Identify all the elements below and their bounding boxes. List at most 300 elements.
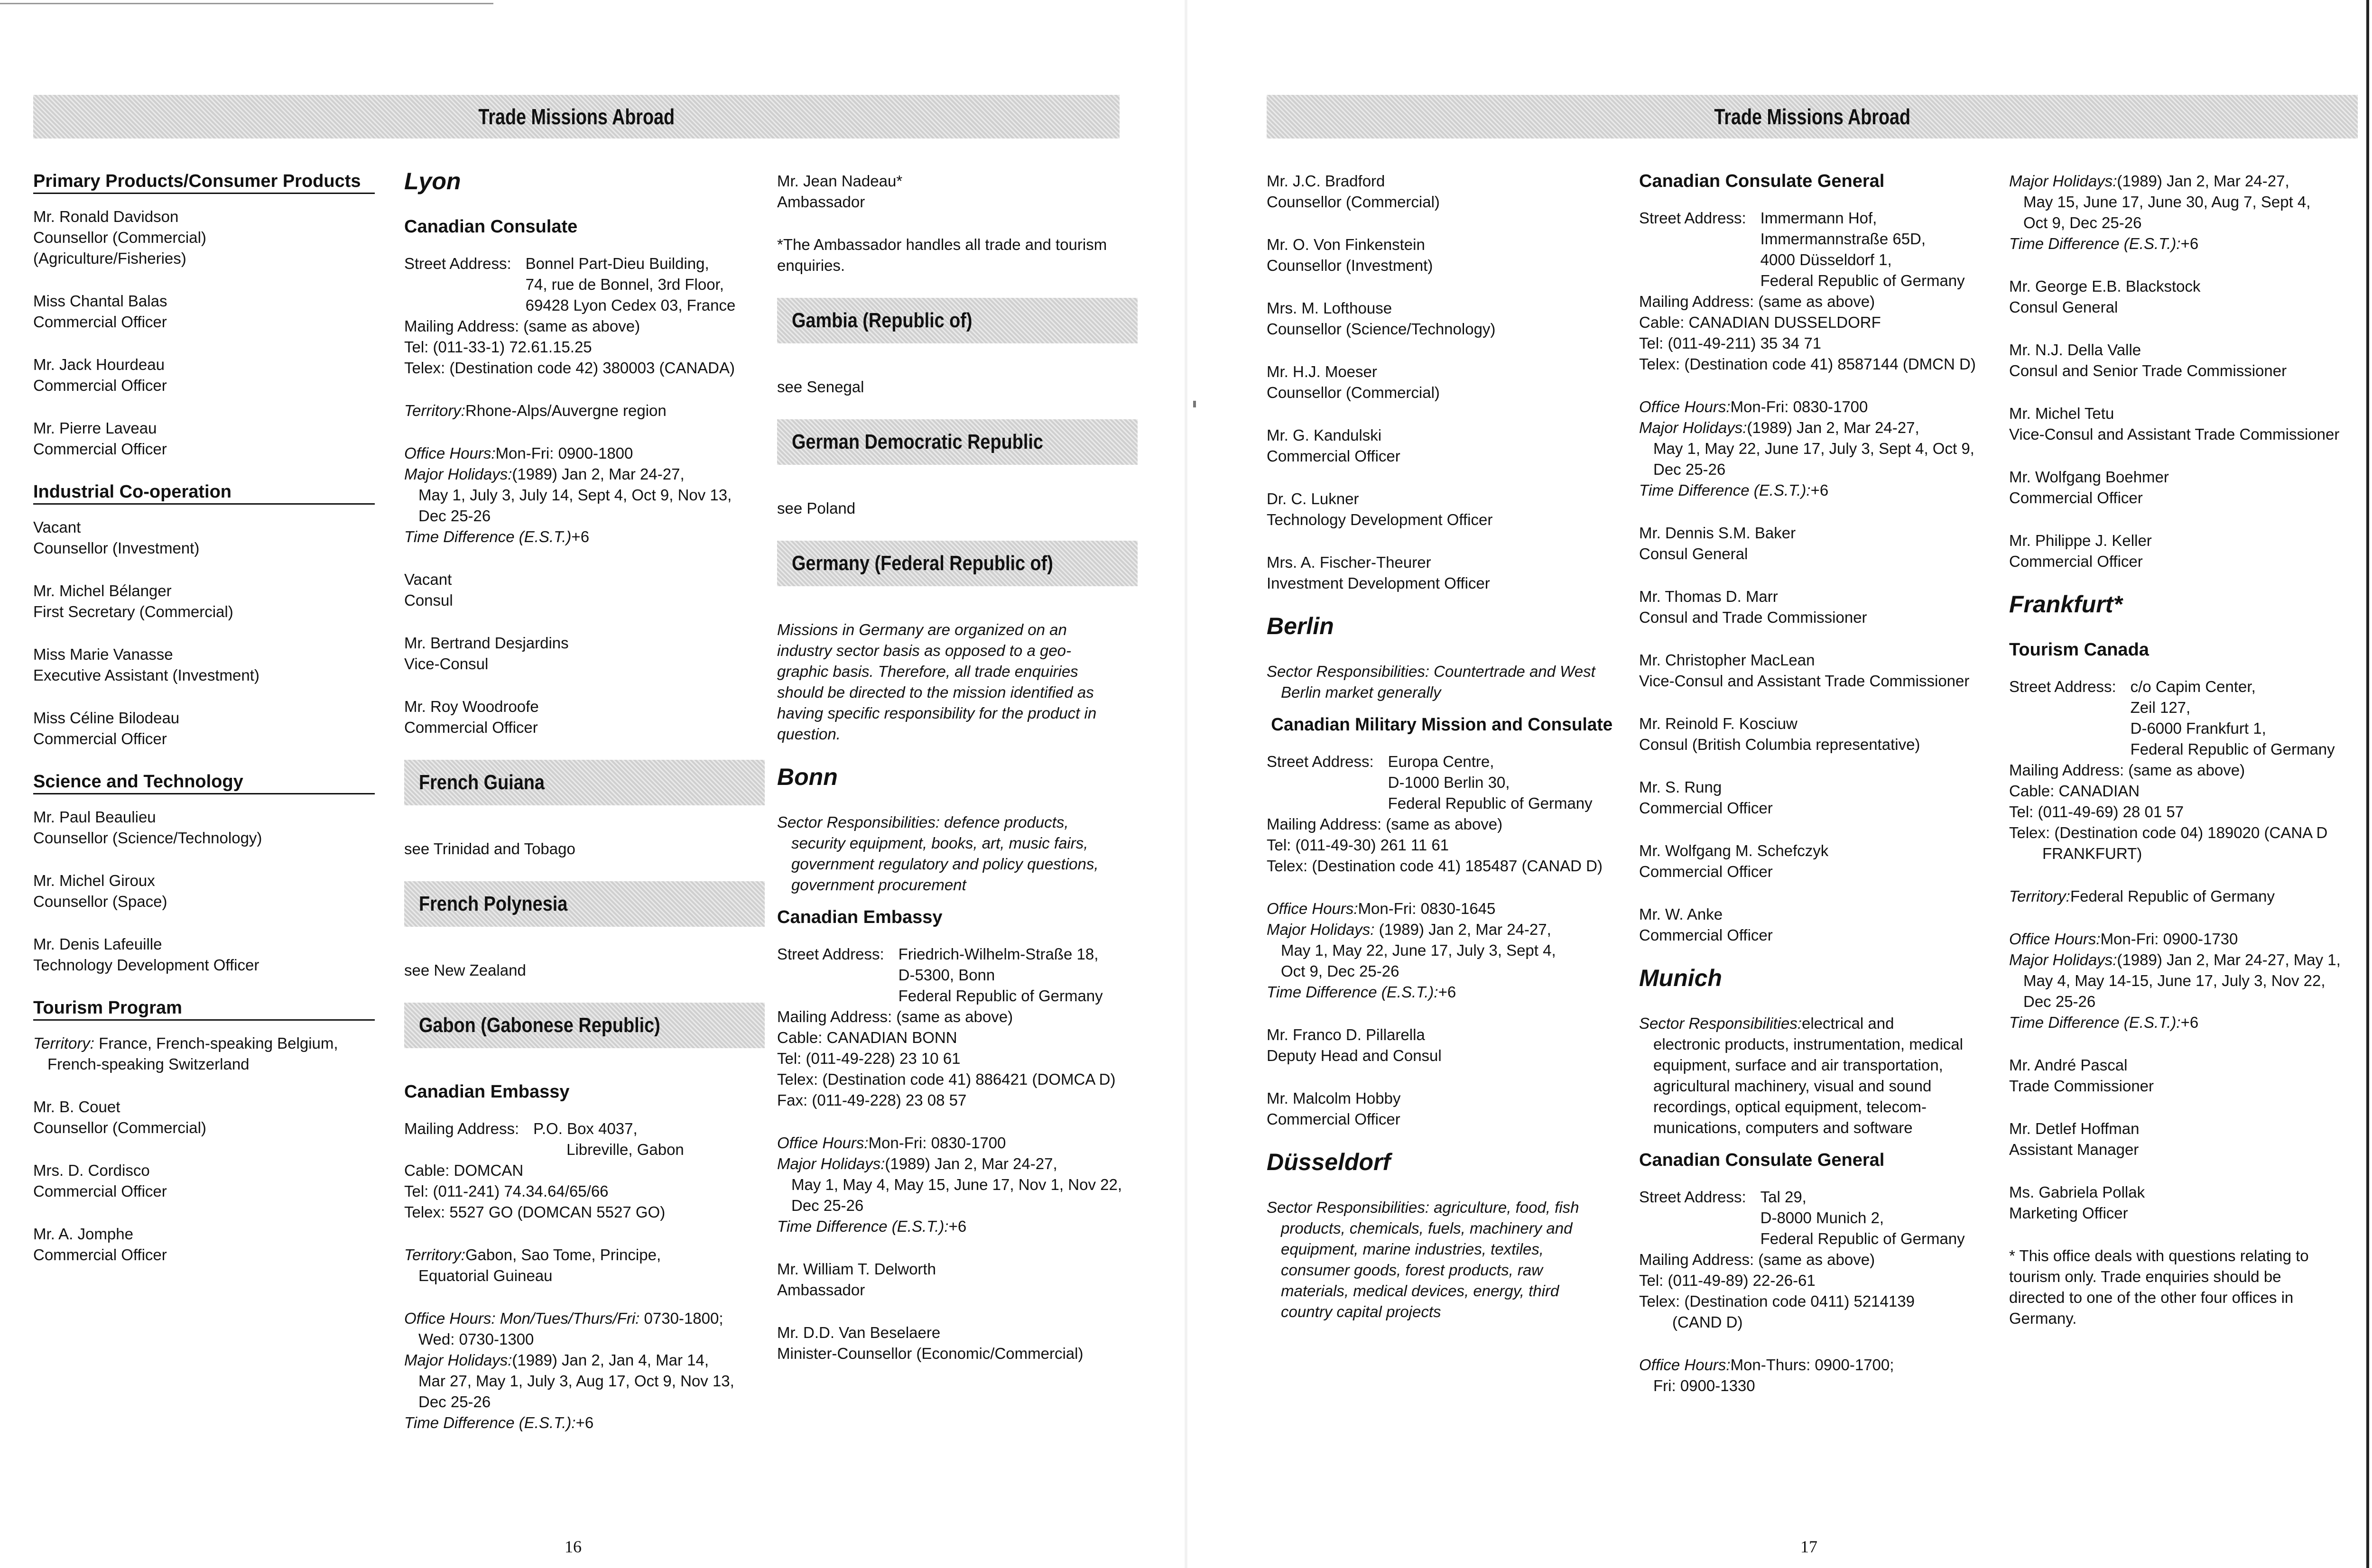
banner-title: Trade Missions Abroad bbox=[1714, 104, 1910, 129]
address-values bbox=[884, 944, 1103, 1006]
contact-entry bbox=[777, 234, 1138, 276]
text-line: Consul and Senior Trade Commissioner bbox=[2009, 362, 2287, 379]
section-heading: Primary Products/Consumer Products bbox=[33, 171, 375, 194]
contact-entry bbox=[777, 1322, 1138, 1364]
text-line: Office Hours:Mon-Fri: 0900-1800 bbox=[404, 444, 633, 462]
text-line: First Secretary (Commercial) bbox=[33, 603, 233, 620]
text-line: Mr. Wolfgang Boehmer bbox=[2009, 468, 2169, 486]
spacer bbox=[777, 397, 1138, 419]
banner-title: Trade Missions Abroad bbox=[478, 104, 675, 129]
contact-entry bbox=[2009, 1182, 2360, 1224]
text-line: Mr. J.C. Bradford bbox=[1267, 172, 1385, 190]
spacer bbox=[404, 981, 765, 1003]
address-line: Tal 29, bbox=[1760, 1188, 1807, 1206]
text-line: equipment, surface and air transportation, bbox=[1653, 1056, 1943, 1074]
contact-entry bbox=[2009, 276, 2360, 318]
city-heading: Berlin bbox=[1267, 613, 1334, 639]
text-line: Major Holidays:(1989) Jan 2, Mar 24-27, May 1, bbox=[2009, 951, 2341, 968]
text-line: Mr. Franco D. Pillarella bbox=[1267, 1026, 1425, 1043]
spacer bbox=[777, 1111, 1138, 1133]
spacer bbox=[1639, 501, 2000, 523]
text-line: Time Difference (E.S.T.):+6 bbox=[2009, 1014, 2199, 1031]
address-line: 74, rue de Bonnel, 3rd Floor, bbox=[525, 276, 724, 293]
text-line: industry sector basis as opposed to a geo- bbox=[777, 642, 1072, 659]
contact-entry bbox=[1267, 361, 1608, 403]
spacer bbox=[2009, 1033, 2360, 1055]
contact-entry bbox=[777, 1259, 1138, 1301]
text-block bbox=[1639, 1249, 2000, 1333]
address-values bbox=[511, 253, 736, 316]
text-line: equipment, marine industries, textiles, bbox=[1281, 1240, 1544, 1258]
text-line: Mr. Jean Nadeau* bbox=[777, 172, 903, 190]
text-line: Mr. H.J. Moeser bbox=[1267, 363, 1377, 380]
text-block bbox=[404, 839, 765, 859]
address-line: Friedrich-Wilhelm-Straße 18, bbox=[898, 945, 1099, 963]
text-line: question. bbox=[777, 725, 841, 743]
text-line: Berlin market generally bbox=[1281, 683, 1441, 701]
text-line: Time Difference (E.S.T.):+6 bbox=[777, 1218, 967, 1235]
text-line: Mr. Michel Giroux bbox=[33, 872, 155, 889]
text-block bbox=[404, 1245, 765, 1286]
address-label: Mailing Address: bbox=[404, 1120, 519, 1137]
text-block bbox=[777, 498, 1138, 519]
text-line: directed to one of the other four offices in bbox=[2009, 1289, 2294, 1306]
text-block bbox=[777, 1133, 1138, 1237]
text-line: Vacant bbox=[404, 571, 452, 588]
text-line: (Agriculture/Fisheries) bbox=[33, 249, 186, 267]
text-line: Telex: (Destination code 0411) 5214139 bbox=[1639, 1292, 1915, 1310]
text-line: Mr. O. Von Finkenstein bbox=[1267, 236, 1425, 253]
spacer bbox=[1267, 1003, 1608, 1024]
contact-entry bbox=[33, 206, 375, 269]
contact-entry bbox=[1267, 298, 1608, 340]
text-line: Counsellor (Investment) bbox=[1267, 257, 1433, 274]
text-line: Commercial Officer bbox=[33, 440, 167, 458]
page-banner bbox=[1267, 95, 2358, 138]
text-line: having specific responsibility for the product in bbox=[777, 704, 1097, 722]
contact-entry bbox=[2009, 340, 2360, 381]
text-line: Commercial Officer bbox=[1267, 447, 1400, 465]
text-line: Commercial Officer bbox=[33, 730, 167, 747]
text-line: Mr. Jack Hourdeau bbox=[33, 356, 165, 373]
text-line: Vice-Consul bbox=[404, 655, 489, 673]
text-block bbox=[1267, 814, 1608, 876]
text-line: Telex: (Destination code 42) 380003 (CANADA) bbox=[404, 359, 735, 377]
contact-entry bbox=[33, 354, 375, 396]
contact-entry bbox=[33, 934, 375, 976]
text-line: Trade Commissioner bbox=[2009, 1077, 2154, 1095]
text-line: government procurement bbox=[791, 876, 966, 894]
text-block bbox=[1267, 1197, 1608, 1322]
text-line: Telex: (Destination code 41) 8587144 (DMCN D) bbox=[1639, 355, 1976, 373]
text-line: Telex: (Destination code 41) 185487 (CANAD D) bbox=[1267, 857, 1603, 875]
text-line: Fax: (011-49-228) 23 08 57 bbox=[777, 1091, 967, 1109]
text-line: Cable: CANADIAN bbox=[2009, 782, 2140, 800]
address-label: Street Address: bbox=[777, 945, 884, 963]
office-heading: Canadian Consulate General bbox=[1639, 1150, 1885, 1170]
text-line: Consul General bbox=[1639, 545, 1748, 563]
left-column-2 bbox=[404, 168, 765, 1433]
text-line: Mailing Address: (same as above) bbox=[404, 317, 640, 335]
contact-entry bbox=[33, 644, 375, 686]
text-line: materials, medical devices, energy, third bbox=[1281, 1282, 1559, 1300]
text-line: Commercial Officer bbox=[1267, 1110, 1400, 1128]
text-line: graphic basis. Therefore, all trade enquiries bbox=[777, 663, 1078, 680]
city-heading: Bonn bbox=[777, 764, 838, 790]
text-line: Major Holidays:(1989) Jan 2, Mar 24-27, bbox=[404, 465, 685, 483]
text-line: Dec 25-26 bbox=[2023, 993, 2096, 1010]
text-line: Investment Development Officer bbox=[1267, 574, 1490, 592]
text-line: (CAND D) bbox=[1672, 1313, 1743, 1331]
text-block bbox=[2009, 1245, 2360, 1329]
text-line: consumer goods, forest products, raw bbox=[1281, 1261, 1543, 1279]
text-line: Executive Assistant (Investment) bbox=[33, 666, 259, 684]
text-line: Dr. C. Lukner bbox=[1267, 490, 1359, 507]
spacer bbox=[2009, 864, 2360, 886]
text-line: Tel: (011-49-30) 261 11 61 bbox=[1267, 836, 1449, 854]
text-line: Ambassador bbox=[777, 193, 865, 211]
text-line: Sector Responsibilities:electrical and bbox=[1639, 1015, 1894, 1032]
text-line: Cable: DOMCAN bbox=[404, 1162, 524, 1179]
address-line: Zeil 127, bbox=[2130, 699, 2191, 716]
city-heading: Lyon bbox=[404, 168, 461, 194]
text-line: Mr. Paul Beaulieu bbox=[33, 808, 156, 826]
text-block bbox=[404, 1160, 765, 1223]
text-line: Ambassador bbox=[777, 1281, 865, 1299]
contact-entry bbox=[1267, 234, 1608, 276]
contact-entry bbox=[1267, 425, 1608, 467]
contact-entry bbox=[1267, 1088, 1608, 1130]
text-line: Miss Chantal Balas bbox=[33, 292, 167, 310]
right-column-2 bbox=[1639, 171, 2000, 1396]
text-block bbox=[404, 960, 765, 981]
contact-entry bbox=[2009, 467, 2360, 508]
address-line: D-1000 Berlin 30, bbox=[1388, 774, 1510, 791]
text-block bbox=[1639, 291, 2000, 375]
contact-entry bbox=[1267, 171, 1608, 212]
country-name: German Democratic Republic bbox=[791, 430, 1043, 453]
text-line: Mr. Malcolm Hobby bbox=[1267, 1089, 1401, 1107]
text-line: Mailing Address: (same as above) bbox=[1639, 293, 1875, 310]
text-line: Consul General bbox=[2009, 298, 2118, 316]
text-block bbox=[1639, 1013, 2000, 1138]
text-line: Commercial Officer bbox=[1639, 926, 1773, 944]
spacer bbox=[404, 547, 765, 569]
address-block bbox=[777, 944, 1138, 1006]
page-number: 17 bbox=[1800, 1537, 1817, 1556]
section-heading: Industrial Co-operation bbox=[33, 481, 375, 505]
text-line: security equipment, books, art, music fairs, bbox=[791, 834, 1088, 852]
address-line: Europa Centre, bbox=[1388, 753, 1494, 770]
contact-entry bbox=[33, 870, 375, 912]
text-block bbox=[777, 1006, 1138, 1111]
text-block bbox=[1267, 898, 1608, 1003]
text-line: Tel: (011-241) 74.34.64/65/66 bbox=[404, 1182, 609, 1200]
text-line: Mrs. M. Lofthouse bbox=[1267, 299, 1392, 317]
contact-entry bbox=[2009, 1118, 2360, 1160]
text-line: government regulatory and policy questions, bbox=[791, 855, 1099, 873]
contact-entry bbox=[33, 807, 375, 849]
text-line: Telex: (Destination code 41) 886421 (DOMCA D) bbox=[777, 1070, 1116, 1088]
contact-entry bbox=[33, 517, 375, 559]
address-label: Street Address: bbox=[2009, 678, 2116, 695]
text-line: Counsellor (Commercial) bbox=[1267, 193, 1440, 211]
text-line: Mailing Address: (same as above) bbox=[1267, 815, 1503, 833]
text-line: Office Hours:Mon-Fri: 0830-1700 bbox=[1639, 398, 1868, 415]
top-rule bbox=[0, 3, 493, 4]
text-line: electronic products, instrumentation, medical bbox=[1653, 1035, 1963, 1053]
address-label: Street Address: bbox=[1639, 209, 1746, 227]
contact-entry bbox=[1267, 1024, 1608, 1066]
country-banner bbox=[777, 541, 1138, 586]
text-line: Mr. André Pascal bbox=[2009, 1056, 2128, 1074]
text-line: agricultural machinery, visual and sound bbox=[1653, 1077, 1932, 1095]
text-line: Commercial Officer bbox=[404, 719, 538, 736]
text-line: May 1, July 3, July 14, Sept 4, Oct 9, Nov 13, bbox=[418, 486, 732, 504]
text-line: Dec 25-26 bbox=[1653, 461, 1726, 478]
text-line: Commercial Officer bbox=[33, 1182, 167, 1200]
text-line: Mr. A. Jomphe bbox=[33, 1225, 133, 1243]
address-line: Federal Republic of Germany bbox=[898, 987, 1103, 1005]
text-line: Commercial Officer bbox=[1639, 863, 1773, 880]
address-line: D-5300, Bonn bbox=[898, 966, 995, 984]
text-line: Mr. William T. Delworth bbox=[777, 1260, 936, 1278]
text-line: May 1, May 22, June 17, July 3, Sept 4, Oct 9, bbox=[1653, 440, 1974, 457]
text-block bbox=[2009, 171, 2360, 254]
contact-entry bbox=[33, 1097, 375, 1138]
contact-entry bbox=[33, 1160, 375, 1202]
text-line: Counsellor (Commercial) bbox=[33, 1119, 206, 1136]
text-line: Commercial Officer bbox=[33, 313, 167, 331]
address-values bbox=[1746, 208, 1965, 291]
contact-entry bbox=[33, 418, 375, 460]
text-line: Mr. Bertrand Desjardins bbox=[404, 634, 569, 652]
text-line: Equatorial Guineau bbox=[418, 1267, 553, 1284]
text-line: Assistant Manager bbox=[2009, 1141, 2139, 1158]
section-heading: Tourism Program bbox=[33, 997, 375, 1021]
text-line: Tel: (011-49-228) 23 10 61 bbox=[777, 1050, 961, 1067]
text-line: Time Difference (E.S.T.):+6 bbox=[2009, 235, 2199, 252]
country-banner bbox=[777, 419, 1138, 465]
text-line: Territory:Gabon, Sao Tome, Principe, bbox=[404, 1246, 661, 1264]
page-banner bbox=[33, 95, 1120, 138]
spacer bbox=[404, 378, 765, 400]
contact-entry bbox=[1639, 904, 2000, 946]
contact-entry bbox=[777, 171, 1138, 212]
text-block bbox=[2009, 760, 2360, 864]
text-line: Territory:Rhone-Alps/Auvergne region bbox=[404, 402, 667, 419]
spacer bbox=[1267, 703, 1608, 714]
text-line: Mar 27, May 1, July 3, Aug 17, Oct 9, Nov 13, bbox=[418, 1372, 734, 1390]
text-line: Mailing Address: (same as above) bbox=[2009, 761, 2245, 779]
text-line: Consul and Trade Commissioner bbox=[1639, 609, 1867, 626]
text-line: see Senegal bbox=[777, 378, 864, 396]
contact-entry bbox=[404, 696, 765, 738]
country-banner bbox=[777, 298, 1138, 343]
office-heading: Canadian Consulate bbox=[404, 217, 578, 237]
text-line: Telex: (Destination code 04) 189020 (CANA D bbox=[2009, 824, 2328, 841]
address-values bbox=[1374, 751, 1593, 814]
address-line: Federal Republic of Germany bbox=[1760, 1230, 1965, 1247]
text-line: Mr. N.J. Della Valle bbox=[2009, 341, 2141, 359]
text-line: French-speaking Switzerland bbox=[47, 1055, 250, 1073]
text-line: Sector Responsibilities: Countertrade and West bbox=[1267, 663, 1595, 680]
text-line: see Trinidad and Tobago bbox=[404, 840, 575, 858]
contact-entry bbox=[1639, 650, 2000, 692]
address-line: Federal Republic of Germany bbox=[1760, 272, 1965, 289]
text-line: products, chemicals, fuels, machinery and bbox=[1281, 1219, 1573, 1237]
text-line: Commercial Officer bbox=[1639, 799, 1773, 817]
text-block bbox=[1639, 397, 2000, 501]
contact-entry bbox=[2009, 403, 2360, 445]
right-column-3 bbox=[2009, 171, 2360, 1329]
text-line: Mr. Michel Bélanger bbox=[33, 582, 172, 600]
text-line: Sector Responsibilities: defence products, bbox=[777, 813, 1069, 831]
address-line: Immermannstraße 65D, bbox=[1760, 230, 1926, 248]
text-line: Tel: (011-33-1) 72.61.15.25 bbox=[404, 338, 592, 356]
text-line: Office Hours:Mon-Fri: 0900-1730 bbox=[2009, 930, 2238, 948]
text-line: Tel: (011-49-211) 35 34 71 bbox=[1639, 334, 1822, 352]
address-values bbox=[2116, 676, 2335, 760]
text-line: Mr. Detlef Hoffman bbox=[2009, 1120, 2140, 1137]
text-line: Fri: 0900-1330 bbox=[1653, 1377, 1755, 1394]
text-line: Counsellor (Science/Technology) bbox=[33, 829, 262, 847]
text-line: Mr. D.D. Van Beselaere bbox=[777, 1324, 941, 1341]
text-line: Consul bbox=[404, 591, 453, 609]
text-line: Mr. Pierre Laveau bbox=[33, 419, 157, 437]
address-label: Street Address: bbox=[1267, 753, 1374, 770]
text-block bbox=[777, 377, 1138, 397]
city-heading: Frankfurt* bbox=[2009, 591, 2122, 618]
address-line: Libreville, Gabon bbox=[566, 1141, 684, 1158]
text-line: Office Hours:Mon-Fri: 0830-1700 bbox=[777, 1134, 1006, 1152]
text-line: Counsellor (Space) bbox=[33, 893, 167, 910]
text-line: Mr. G. Kandulski bbox=[1267, 426, 1382, 444]
text-line: Mr. Dennis S.M. Baker bbox=[1639, 524, 1796, 542]
contact-entry bbox=[1639, 777, 2000, 819]
right-column-1 bbox=[1267, 171, 1613, 1322]
text-line: Mr. S. Rung bbox=[1639, 778, 1722, 796]
text-line: Wed: 0730-1300 bbox=[418, 1330, 534, 1348]
text-line: Mr. Christopher MacLean bbox=[1639, 651, 1815, 669]
text-line: Mr. Roy Woodroofe bbox=[404, 698, 539, 715]
address-line: D-6000 Frankfurt 1, bbox=[2130, 719, 2266, 737]
address-line: Bonnel Part-Dieu Building, bbox=[525, 255, 709, 272]
text-line: * This office deals with questions relating to bbox=[2009, 1247, 2309, 1264]
text-line: country capital projects bbox=[1281, 1303, 1441, 1320]
contact-entry bbox=[33, 1033, 375, 1075]
spacer bbox=[777, 1237, 1138, 1259]
country-banner bbox=[404, 881, 765, 927]
text-line: Vice-Consul and Assistant Trade Commissioner bbox=[1639, 672, 1970, 690]
city-heading: Munich bbox=[1639, 965, 1722, 991]
text-line: Commercial Officer bbox=[33, 1246, 167, 1264]
office-heading: Canadian Consulate General bbox=[1639, 171, 1885, 191]
contact-entry bbox=[1639, 586, 2000, 628]
text-line: Major Holidays:(1989) Jan 2, Jan 4, Mar 14, bbox=[404, 1351, 709, 1369]
address-line: Federal Republic of Germany bbox=[1388, 794, 1593, 812]
text-line: Technology Development Officer bbox=[1267, 511, 1493, 528]
contact-entry bbox=[404, 633, 765, 674]
text-line: Mr. Denis Lafeuille bbox=[33, 935, 162, 953]
spacer bbox=[1267, 876, 1608, 898]
office-heading: Canadian Military Mission and Consulate bbox=[1271, 715, 1613, 735]
address-block bbox=[2009, 676, 2360, 760]
address-line: 4000 Düsseldorf 1, bbox=[1760, 251, 1892, 268]
contact-entry bbox=[1639, 840, 2000, 882]
text-line: Mr. Wolfgang M. Schefczyk bbox=[1639, 842, 1829, 859]
contact-entry bbox=[2009, 1055, 2360, 1097]
address-line: P.O. Box 4037, bbox=[533, 1120, 638, 1137]
text-line: Oct 9, Dec 25-26 bbox=[1281, 962, 1399, 980]
spacer bbox=[1639, 1333, 2000, 1355]
country-name: Gambia (Republic of) bbox=[791, 309, 973, 332]
spacer bbox=[404, 1223, 765, 1245]
text-line: Commercial Officer bbox=[33, 377, 167, 394]
address-line: Immermann Hof, bbox=[1760, 209, 1877, 227]
page-edge bbox=[2366, 0, 2369, 1568]
text-block bbox=[2009, 929, 2360, 1033]
contact-entry bbox=[404, 569, 765, 611]
text-block bbox=[777, 812, 1138, 895]
spacer bbox=[2009, 907, 2360, 929]
contact-entry bbox=[1267, 489, 1608, 530]
text-line: Mrs. D. Cordisco bbox=[33, 1162, 150, 1179]
country-name: Germany (Federal Republic of) bbox=[791, 552, 1053, 575]
text-line: Major Holidays:(1989) Jan 2, Mar 24-27, bbox=[777, 1155, 1057, 1172]
country-name: French Guiana bbox=[418, 771, 545, 794]
spacer bbox=[404, 421, 765, 443]
address-values bbox=[1746, 1187, 1965, 1249]
address-label: Street Address: bbox=[1639, 1188, 1746, 1206]
text-block bbox=[404, 400, 765, 421]
address-values bbox=[519, 1118, 684, 1160]
left-column-1 bbox=[33, 171, 375, 1287]
address-block bbox=[404, 1118, 765, 1160]
address-block bbox=[1639, 208, 2000, 291]
contact-entry bbox=[33, 291, 375, 332]
left-column-3 bbox=[777, 171, 1138, 1386]
address-line: Federal Republic of Germany bbox=[2130, 740, 2335, 758]
text-line: Mr. Michel Tetu bbox=[2009, 405, 2114, 422]
text-line: Dec 25-26 bbox=[418, 507, 491, 525]
text-line: Ms. Gabriela Pollak bbox=[2009, 1183, 2145, 1201]
text-line: Mr. Philippe J. Keller bbox=[2009, 532, 2152, 549]
text-line: Mr. Reinold F. Kosciuw bbox=[1639, 715, 1798, 732]
text-line: May 1, May 22, June 17, July 3, Sept 4, bbox=[1281, 941, 1556, 959]
spacer bbox=[2009, 254, 2360, 276]
text-line: should be directed to the mission identified as bbox=[777, 683, 1094, 701]
office-heading: Canadian Embassy bbox=[777, 907, 943, 927]
city-heading: Düsseldorf bbox=[1267, 1149, 1391, 1175]
text-line: Tel: (011-49-69) 28 01 57 bbox=[2009, 803, 2184, 821]
contact-entry bbox=[1267, 552, 1608, 594]
text-line: Cable: CANADIAN DUSSELDORF bbox=[1639, 314, 1881, 331]
text-line: Territory:Federal Republic of Germany bbox=[2009, 887, 2275, 905]
text-line: Mr. Ronald Davidson bbox=[33, 208, 179, 225]
address-line: c/o Capim Center, bbox=[2130, 678, 2256, 695]
text-line: Miss Céline Bilodeau bbox=[33, 709, 180, 727]
text-line: Mr. B. Couet bbox=[33, 1098, 120, 1116]
text-line: Marketing Officer bbox=[2009, 1204, 2128, 1222]
text-line: Counsellor (Commercial) bbox=[33, 229, 206, 246]
text-line: Office Hours:Mon-Thurs: 0900-1700; bbox=[1639, 1356, 1894, 1374]
text-line: Time Difference (E.S.T.):+6 bbox=[404, 1414, 594, 1431]
text-line: Germany. bbox=[2009, 1310, 2077, 1327]
text-block bbox=[404, 443, 765, 547]
text-line: Major Holidays: (1989) Jan 2, Mar 24-27, bbox=[1267, 921, 1551, 938]
spacer bbox=[1639, 1138, 2000, 1150]
